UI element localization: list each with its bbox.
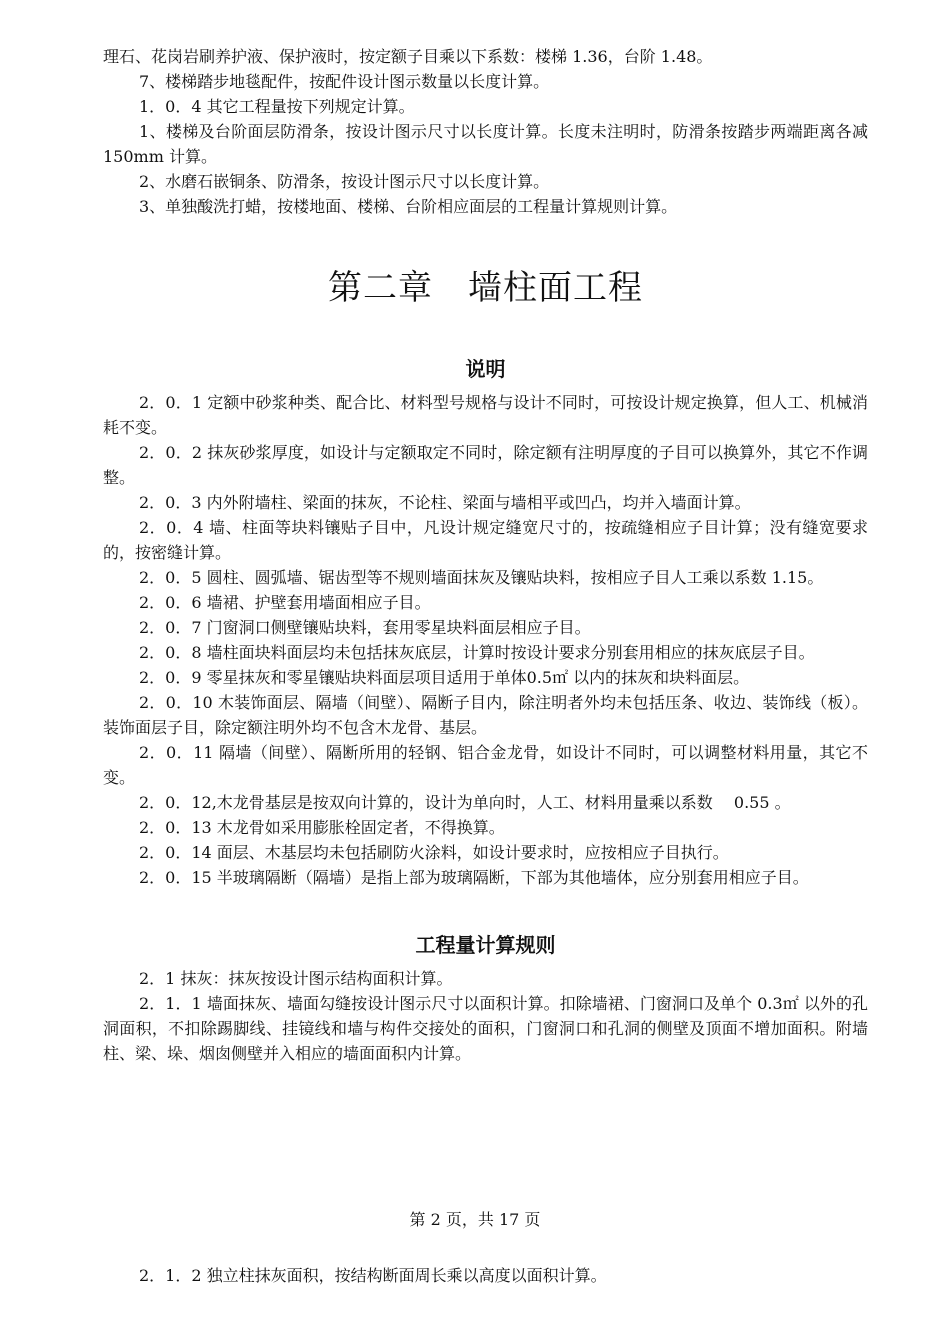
paragraph: 2、水磨石嵌铜条、防滑条，按设计图示尺寸以长度计算。 [139, 172, 550, 191]
paragraph: 2．0．9 零星抹灰和零星镶贴块料面层项目适用于单体0.5㎡ 以内的抹灰和块料面层。 [139, 668, 750, 687]
paragraph: 2．0．4 墙、柱面等块料镶贴子目中，凡设计规定缝宽尺寸的，按疏缝相应子目计算；没有缝宽要求的，按密缝计算。 [103, 518, 868, 562]
paragraph: 2．1．1 墙面抹灰、墙面勾缝按设计图示尺寸以面积计算。扣除墙裙、门窗洞口及单个 0.3㎡ 以外的孔洞面积，不扣除踢脚线、挂镜线和墙与构件交接处的面积，门窗洞口和孔洞的侧壁及顶面不增加面积。附墙柱、梁、垛、烟囱侧壁并入相应的墙面面积内计算。 [103, 994, 868, 1063]
paragraph: 2．0．12,木龙骨基层是按双向计算的，设计为单向时，人工、材料用量乘以系数 0.55 。 [139, 793, 791, 812]
paragraph: 1．0．4 其它工程量按下列规定计算。 [139, 97, 415, 116]
page-number: 第 2 页，共 17 页 [409, 1210, 541, 1229]
paragraph: 2．0．11 隔墙（间壁）、隔断所用的轻钢、铝合金龙骨，如设计不同时，可以调整材料用量，其它不变。 [103, 743, 868, 787]
paragraph: 2．0．10 木装饰面层、隔墙（间壁）、隔断子目内，除注明者外均未包括压条、收边、装饰线（板）。装饰面层子目，除定额注明外均不包含木龙骨、基层。 [103, 693, 868, 737]
paragraph: 2．0．7 门窗洞口侧壁镶贴块料，套用零星块料面层相应子目。 [139, 618, 591, 637]
paragraph: 2．0．1 定额中砂浆种类、配合比、材料型号规格与设计不同时，可按设计规定换算，但人工、机械消耗不变。 [103, 393, 868, 437]
paragraph: 2．0．6 墙裙、护壁套用墙面相应子目。 [139, 593, 431, 612]
section-title-rules: 工程量计算规则 [415, 933, 556, 957]
paragraph: 2．0．5 圆柱、圆弧墙、锯齿型等不规则墙面抹灰及镶贴块料，按相应子目人工乘以系数 1.15。 [139, 568, 824, 587]
page-content [103, 44, 868, 1066]
paragraph: 2．0．14 面层、木基层均未包括刷防火涂料，如设计要求时，应按相应子目执行。 [139, 843, 729, 862]
paragraph: 7、楼梯踏步地毯配件，按配件设计图示数量以长度计算。 [139, 72, 550, 91]
paragraph: 2．0．13 木龙骨如采用膨胀栓固定者，不得换算。 [139, 818, 505, 837]
paragraph: 1、楼梯及台阶面层防滑条，按设计图示尺寸以长度计算。长度未注明时，防滑条按踏步两端距离各减 150mm 计算。 [103, 122, 868, 166]
section-title-explanation: 说明 [465, 357, 506, 381]
paragraph: 2．0．3 内外附墙柱、梁面的抹灰，不论柱、梁面与墙相平或凹凸，均并入墙面计算。 [139, 493, 751, 512]
paragraph: 2．0．2 抹灰砂浆厚度，如设计与定额取定不同时，除定额有注明厚度的子目可以换算外，其它不作调整。 [103, 443, 868, 487]
paragraph: 3、单独酸洗打蜡，按楼地面、楼梯、台阶相应面层的工程量计算规则计算。 [139, 197, 678, 216]
paragraph: 2．1．2 独立柱抹灰面积，按结构断面周长乘以高度以面积计算。 [139, 1266, 607, 1285]
paragraph: 2．0．15 半玻璃隔断（隔墙）是指上部为玻璃隔断，下部为其他墙体，应分别套用相应子目。 [139, 868, 809, 887]
chapter-title: 第二章 墙柱面工程 [328, 268, 643, 308]
paragraph: 2．1 抹灰：抹灰按设计图示结构面积计算。 [139, 969, 453, 988]
paragraph: 2．0．8 墙柱面块料面层均未包括抹灰底层，计算时按设计要求分别套用相应的抹灰底层子目。 [139, 643, 815, 662]
paragraph: 理石、花岗岩刷养护液、保护液时，按定额子目乘以下系数：楼梯 1.36，台阶 1.48。 [103, 47, 713, 66]
